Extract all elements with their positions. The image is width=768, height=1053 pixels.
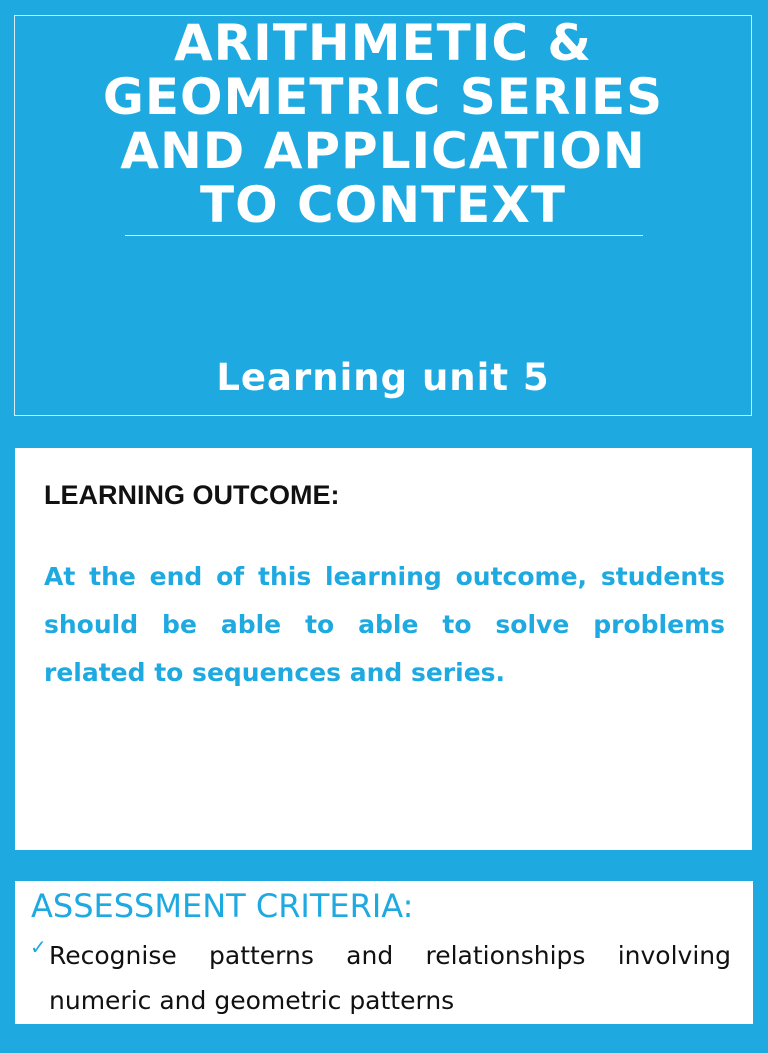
check-icon: ✓ <box>30 1027 47 1051</box>
learning-outcome-card <box>15 448 752 850</box>
subtitle: Learning unit 5 <box>216 356 550 399</box>
title-line: AND APPLICATION <box>120 122 646 180</box>
learning-outcome-heading: LEARNING OUTCOME: <box>44 480 340 510</box>
page-title <box>15 16 751 232</box>
title-line: ARITHMETIC & <box>173 14 593 72</box>
criteria-text: Recognise patterns and relationships involving numeric and geometric patterns <box>49 941 731 1015</box>
title-divider <box>125 235 643 236</box>
list-item <box>15 933 753 1023</box>
title-line: GEOMETRIC SERIES <box>102 68 664 126</box>
check-icon: ✓ <box>30 935 47 959</box>
title-panel <box>14 15 752 416</box>
assessment-criteria-list <box>15 933 753 1051</box>
learning-outcome-text: At the end of this learning outcome, students should be able to able to solve problems related to sequences and series. <box>44 562 725 687</box>
title-line: TO CONTEXT <box>200 176 566 234</box>
assessment-criteria-heading: ASSESSMENT CRITERIA: <box>31 887 414 925</box>
assessment-criteria-card <box>15 881 753 1051</box>
